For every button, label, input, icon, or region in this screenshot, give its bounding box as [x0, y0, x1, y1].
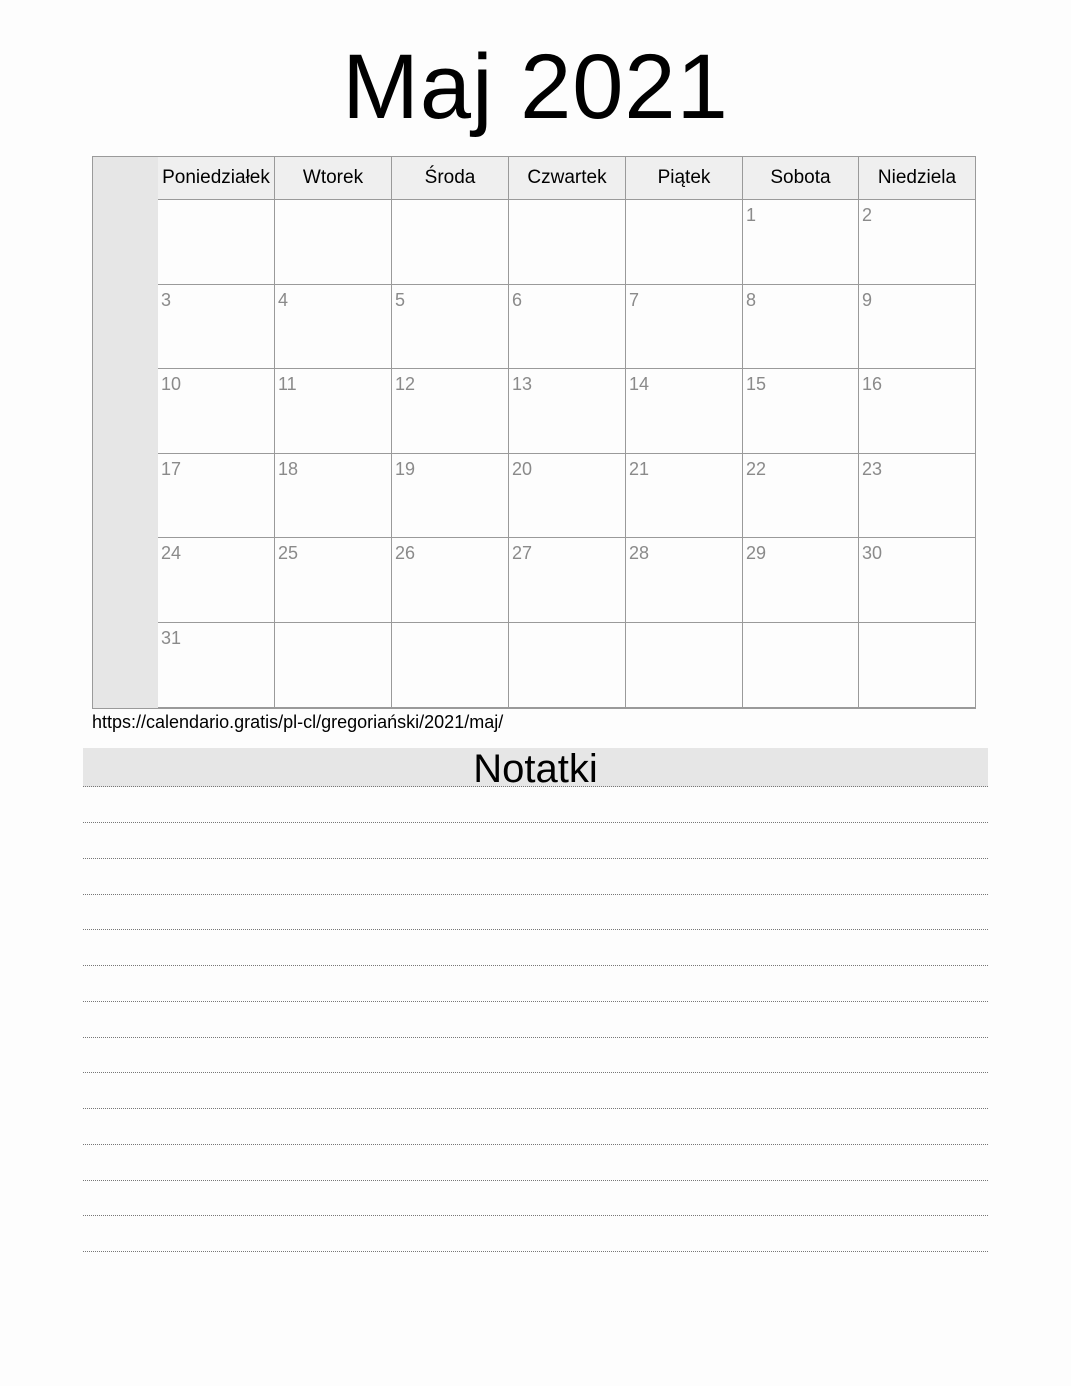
notes-line: [83, 894, 988, 895]
day-number: 6: [512, 289, 523, 310]
day-number: 28: [629, 543, 650, 564]
source-url[interactable]: https://calendario.gratis/pl-cl/gregoriański/2021/maj/: [92, 712, 504, 732]
day-cell[interactable]: [158, 200, 275, 285]
day-number: 18: [278, 458, 299, 479]
day-number: 2: [862, 205, 873, 225]
day-number: 16: [862, 374, 883, 395]
day-cell[interactable]: [626, 623, 743, 708]
notes-line: [83, 822, 988, 823]
day-cell[interactable]: [275, 623, 392, 708]
day-cell[interactable]: [392, 285, 509, 370]
notes-line: [83, 965, 988, 966]
day-cell[interactable]: [743, 200, 859, 285]
day-number: 8: [746, 289, 757, 310]
weekday-header: Środa: [392, 157, 509, 200]
day-number: 23: [862, 458, 883, 479]
day-cell[interactable]: [275, 369, 392, 454]
weekday-header: Wtorek: [275, 157, 392, 200]
weekday-header: Sobota: [743, 157, 859, 200]
day-number: 10: [161, 374, 182, 395]
day-number: 4: [278, 289, 289, 310]
day-cell[interactable]: [509, 538, 626, 623]
day-cell[interactable]: [626, 369, 743, 454]
day-number: 21: [629, 458, 650, 479]
day-cell[interactable]: [275, 200, 392, 285]
notes-line: [83, 1108, 988, 1109]
notes-line: [83, 1037, 988, 1038]
day-cell[interactable]: [626, 200, 743, 285]
day-cell[interactable]: [158, 369, 275, 454]
day-cell[interactable]: [158, 454, 275, 539]
notes-line: [83, 1180, 988, 1181]
weekday-header: Czwartek: [509, 157, 626, 200]
day-number: 3: [161, 289, 172, 310]
day-number: 7: [629, 289, 640, 310]
day-cell[interactable]: [743, 369, 859, 454]
weekday-header: Niedziela: [859, 157, 976, 200]
day-number: 31: [161, 628, 182, 648]
day-cell[interactable]: [392, 369, 509, 454]
day-cell[interactable]: [158, 538, 275, 623]
notes-line: [83, 1251, 988, 1252]
day-cell[interactable]: [626, 285, 743, 370]
weekday-header: Piątek: [626, 157, 743, 200]
day-cell[interactable]: [743, 623, 859, 708]
day-number: 30: [862, 543, 883, 564]
day-number: 17: [161, 458, 182, 479]
day-cell[interactable]: [859, 285, 976, 370]
day-cell[interactable]: [743, 538, 859, 623]
calendar-grid: [92, 156, 976, 709]
day-cell[interactable]: [392, 538, 509, 623]
day-cell[interactable]: [509, 200, 626, 285]
day-cell[interactable]: [626, 538, 743, 623]
day-number: 22: [746, 458, 767, 479]
day-cell[interactable]: [859, 454, 976, 539]
day-cell[interactable]: [275, 454, 392, 539]
day-cell[interactable]: [509, 623, 626, 708]
day-cell[interactable]: [859, 623, 976, 708]
day-cell[interactable]: [392, 623, 509, 708]
day-cell[interactable]: [859, 369, 976, 454]
day-number: 15: [746, 374, 767, 395]
day-number: 11: [278, 374, 297, 395]
calendar-title: Maj 2021: [342, 36, 729, 138]
day-cell[interactable]: [743, 285, 859, 370]
notes-line: [83, 1072, 988, 1073]
notes-line: [83, 858, 988, 859]
day-cell[interactable]: [275, 285, 392, 370]
day-number: 25: [278, 543, 299, 564]
day-cell[interactable]: [859, 200, 976, 285]
notes-line: [83, 1001, 988, 1002]
day-cell[interactable]: [158, 623, 275, 708]
notes-header: Notatki: [83, 748, 988, 787]
day-number: 29: [746, 543, 767, 564]
day-number: 1: [746, 205, 757, 225]
day-number: 19: [395, 458, 416, 479]
day-number: 9: [862, 289, 873, 310]
day-cell[interactable]: [509, 454, 626, 539]
notes-line: [83, 1144, 988, 1145]
notes-line: [83, 1215, 988, 1216]
day-cell[interactable]: [158, 285, 275, 370]
day-number: 20: [512, 458, 533, 479]
day-number: 12: [395, 374, 416, 395]
day-number: 24: [161, 543, 182, 564]
day-cell[interactable]: [509, 285, 626, 370]
day-number: 14: [629, 374, 650, 395]
day-cell[interactable]: [509, 369, 626, 454]
week-number-column: [93, 157, 159, 708]
day-cell[interactable]: [392, 454, 509, 539]
day-cell[interactable]: [275, 538, 392, 623]
notes-line: [83, 929, 988, 930]
weekday-header: Poniedziałek: [158, 157, 275, 200]
day-number: 13: [512, 374, 533, 395]
day-number: 5: [395, 289, 406, 310]
day-cell[interactable]: [392, 200, 509, 285]
day-number: 26: [395, 543, 416, 564]
day-cell[interactable]: [626, 454, 743, 539]
day-cell[interactable]: [743, 454, 859, 539]
day-cell[interactable]: [859, 538, 976, 623]
day-number: 27: [512, 543, 533, 564]
